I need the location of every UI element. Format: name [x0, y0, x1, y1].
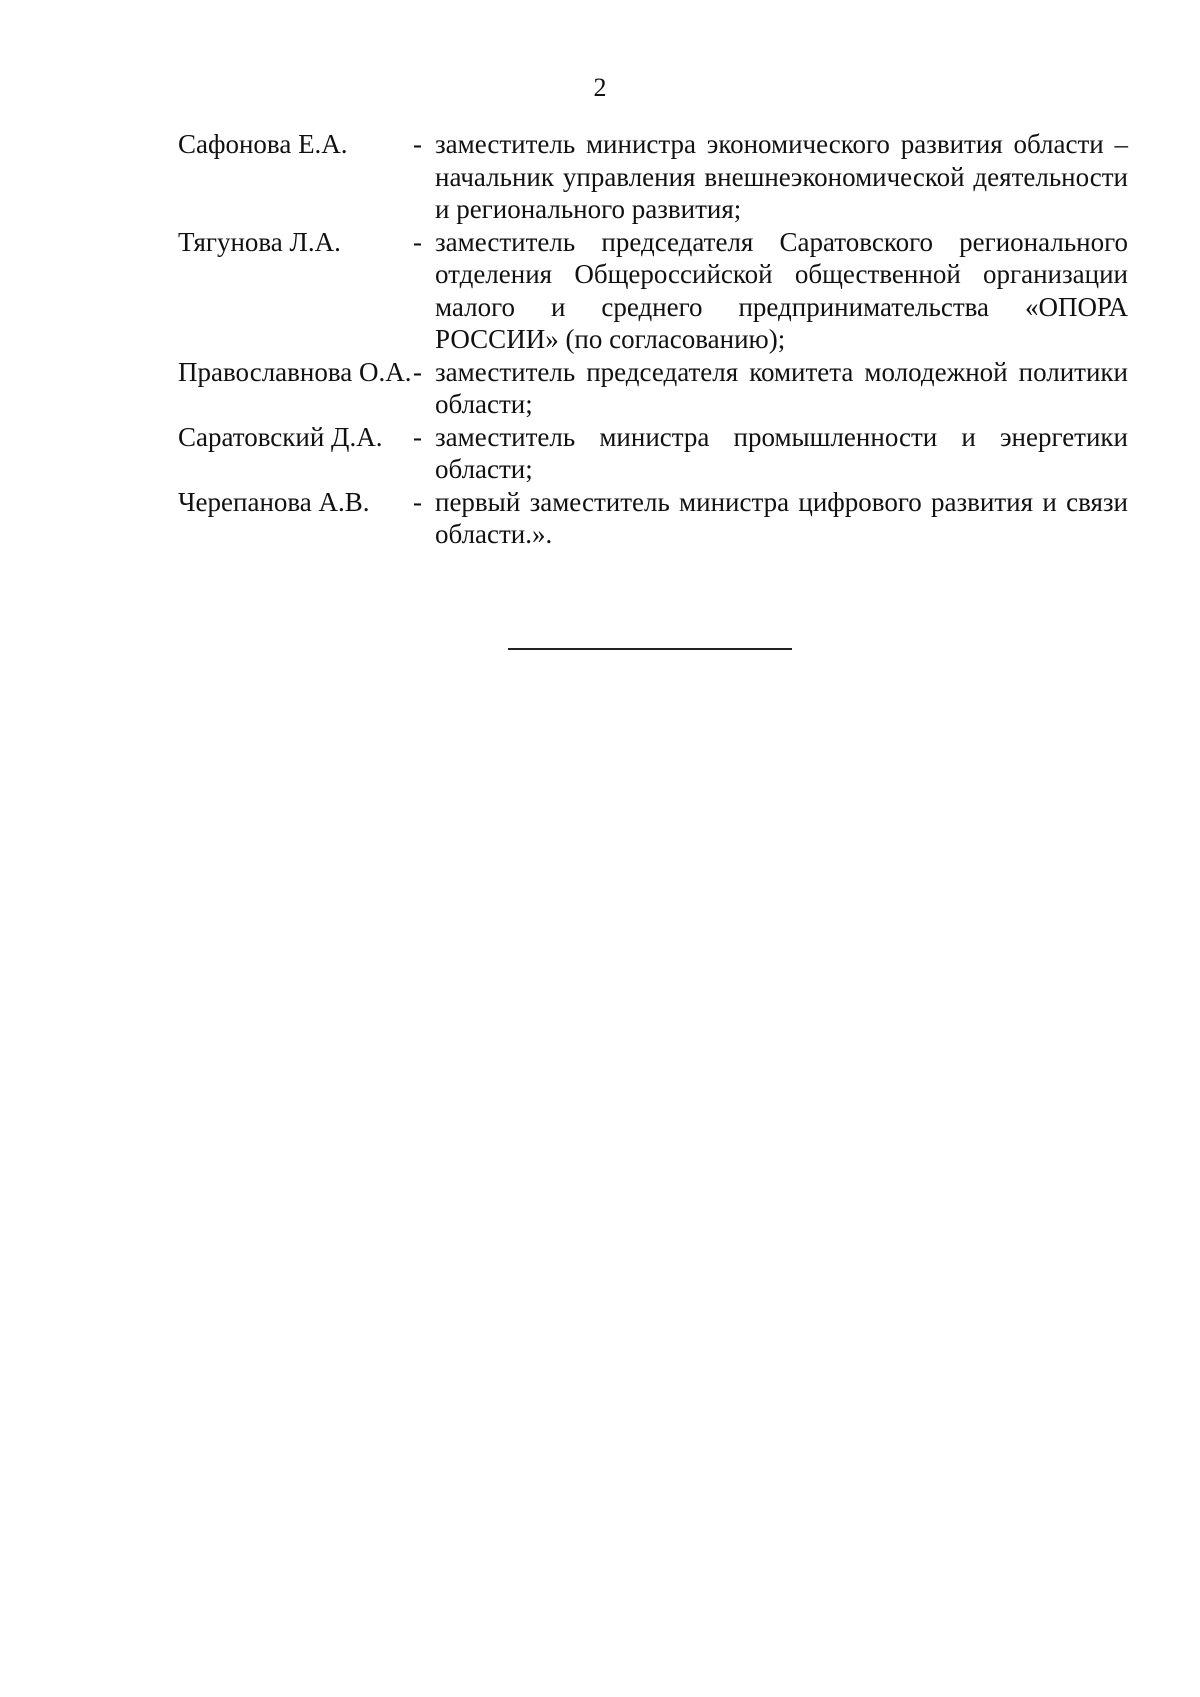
member-dash: - [413, 129, 422, 159]
page-number: 2 [593, 73, 607, 102]
member-dash: - [413, 356, 422, 387]
member-row [178, 128, 1128, 226]
member-role: заместитель председателя комитета молодежной политики области; [435, 356, 1128, 419]
closing-separator-line [508, 648, 792, 650]
member-role: заместитель председателя Саратовского регионального отделения Общероссийской общественной организации малого и среднего предпринимательства «ОПОРА РОССИИ» (по согласованию); [435, 226, 1128, 354]
member-row [178, 356, 1128, 421]
member-list [178, 128, 1128, 551]
member-name: Саратовский Д.А. [178, 421, 383, 452]
member-row [178, 421, 1128, 486]
member-name: Православнова О.А. [178, 356, 412, 387]
member-row [178, 486, 1128, 551]
member-row [178, 226, 1128, 356]
member-name: Черепанова А.В. [178, 486, 370, 517]
member-dash: - [413, 486, 422, 517]
member-role: заместитель министра промышленности и энергетики области; [435, 421, 1128, 484]
member-name: Тягунова Л.А. [178, 226, 341, 257]
member-dash: - [413, 421, 422, 452]
member-role: заместитель министра экономического развития области – начальник управления внешнеэкономической деятельности и регионального развития; [435, 129, 1128, 224]
member-name: Сафонова Е.А. [178, 129, 348, 159]
member-role: первый заместитель министра цифрового развития и связи области.». [435, 486, 1128, 549]
member-dash: - [413, 226, 422, 257]
